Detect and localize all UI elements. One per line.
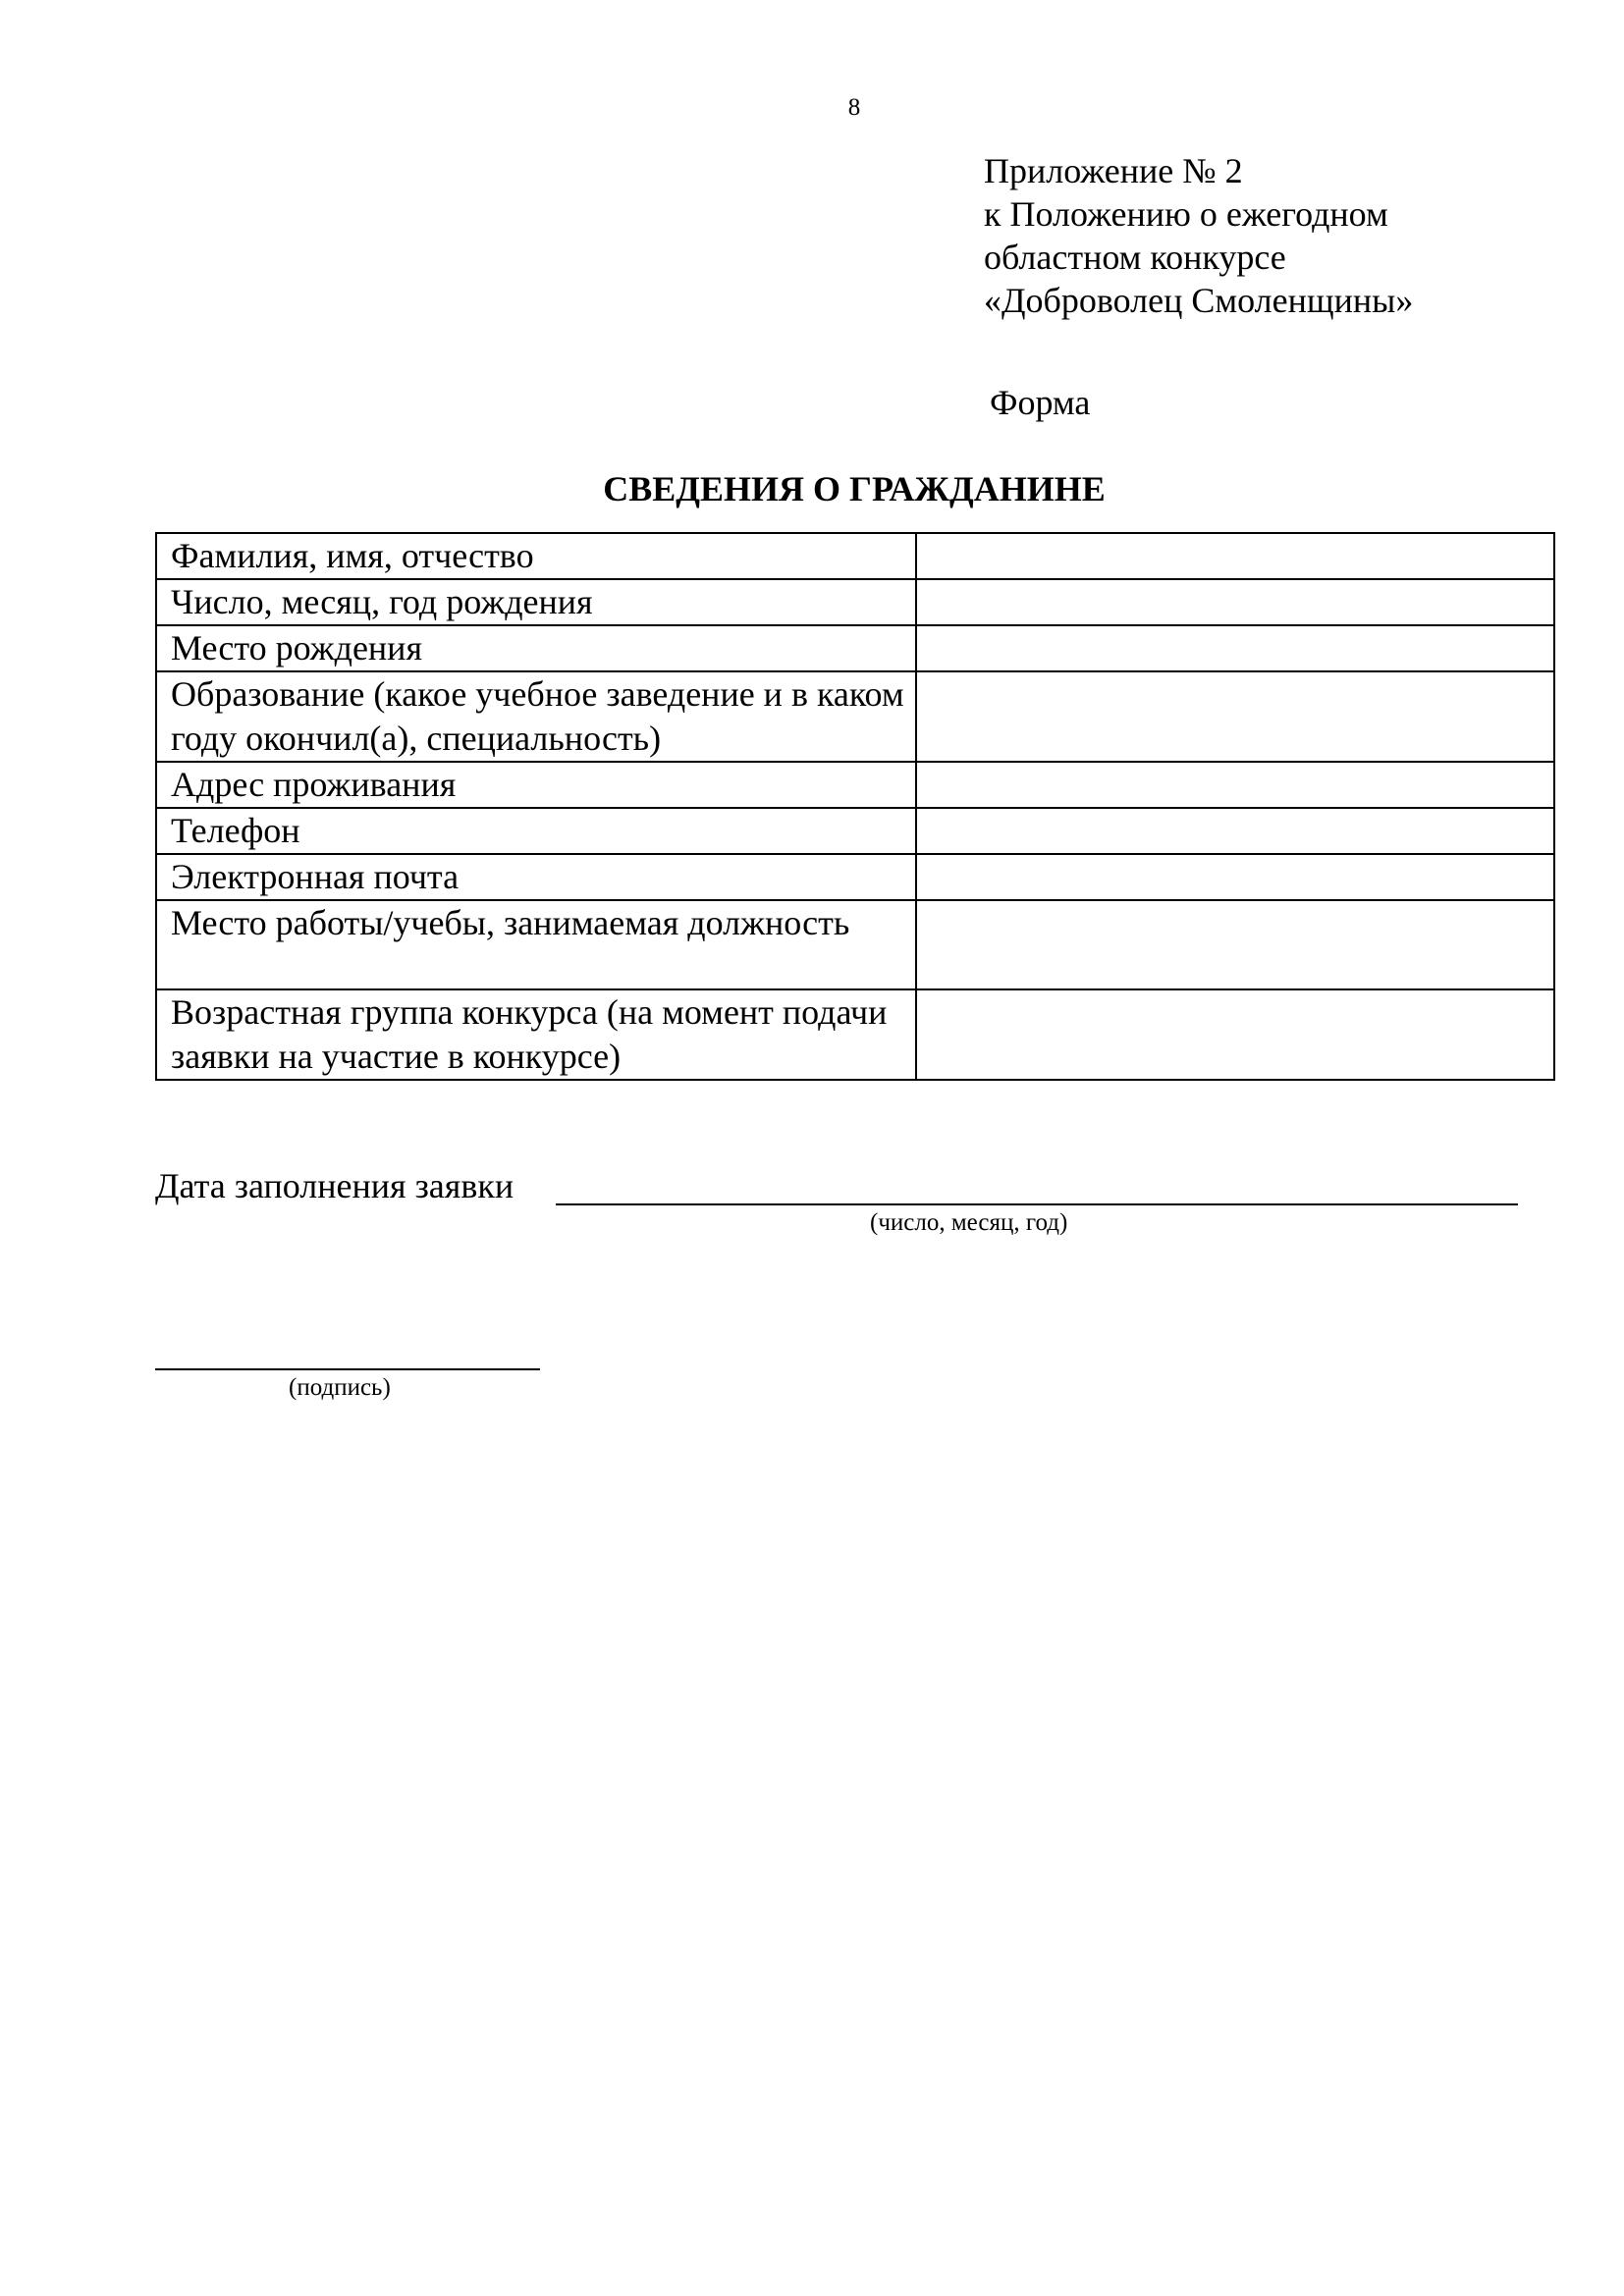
appendix-line: областном конкурсе — [984, 238, 1286, 277]
appendix-header — [984, 149, 1413, 322]
table-row — [156, 989, 1554, 1080]
row-value-address[interactable] — [916, 762, 1554, 808]
row-label-age-group: Возрастная группа конкурса (на момент подачи заявки на участие в конкурсе) — [156, 989, 916, 1080]
row-label-birth-place: Место рождения — [156, 625, 916, 671]
row-value-age-group[interactable] — [916, 989, 1554, 1080]
signature-caption: (подпись) — [289, 1374, 391, 1401]
row-value-email[interactable] — [916, 854, 1554, 900]
row-value-birth-place[interactable] — [916, 625, 1554, 671]
row-label-workplace: Место работы/учебы, занимаемая должность — [156, 900, 916, 989]
date-field-label: Дата заполнения заявки — [155, 1166, 514, 1205]
page-number: 8 — [847, 94, 861, 121]
row-label-birth-date: Число, месяц, год рождения — [156, 579, 916, 625]
appendix-line: к Положению о ежегодном — [984, 194, 1388, 234]
document-title: СВЕДЕНИЯ О ГРАЖДАНИНЕ — [603, 469, 1106, 508]
row-label-education: Образование (какое учебное заведение и в каком году окончил(а), специальность) — [156, 671, 916, 762]
row-value-full-name[interactable] — [916, 533, 1554, 579]
appendix-line: «Доброволец Смоленщины» — [984, 281, 1414, 320]
date-caption: (число, месяц, год) — [870, 1209, 1068, 1236]
signature-line[interactable] — [155, 1368, 540, 1370]
table-row — [156, 900, 1554, 989]
form-label: Форма — [990, 383, 1091, 422]
row-label-email: Электронная почта — [156, 854, 916, 900]
row-value-education[interactable] — [916, 671, 1554, 762]
table-row — [156, 854, 1554, 900]
row-value-birth-date[interactable] — [916, 579, 1554, 625]
citizen-info-table — [155, 532, 1555, 1081]
table-row — [156, 579, 1554, 625]
row-value-workplace[interactable] — [916, 900, 1554, 989]
table-row — [156, 671, 1554, 762]
table-row — [156, 808, 1554, 854]
table-row — [156, 533, 1554, 579]
row-label-phone: Телефон — [156, 808, 916, 854]
table-row — [156, 762, 1554, 808]
table-row — [156, 625, 1554, 671]
row-label-full-name: Фамилия, имя, отчество — [156, 533, 916, 579]
appendix-line: Приложение № 2 — [984, 151, 1243, 190]
row-label-address: Адрес проживания — [156, 762, 916, 808]
date-input-line[interactable] — [556, 1203, 1518, 1205]
row-value-phone[interactable] — [916, 808, 1554, 854]
